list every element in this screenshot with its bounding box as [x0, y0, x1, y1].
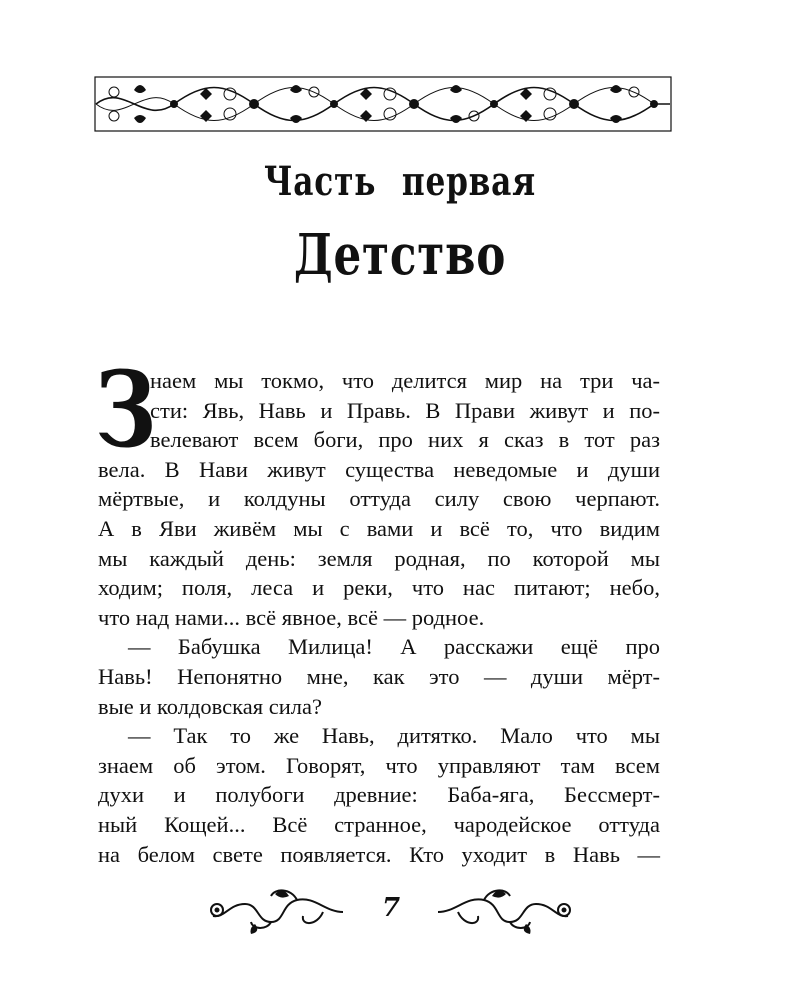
text-line: сти: Явь, Навь и Правь. В Прави живут и по- [150, 397, 660, 423]
header-ornament [94, 76, 672, 132]
text-line: на белом свете появляется. Кто уходит в Навь — [98, 841, 660, 867]
text-line: духи и полубоги древние: Баба-яга, Бессмерт- [98, 782, 660, 808]
text-line: мёртвые, и колдуны оттуда силу свою черпают. [98, 486, 660, 512]
text-line: ходим; поля, леса и реки, что нас питают; небо, [98, 575, 660, 601]
text-line: велевают всем боги, про них я сказ в тот раз [150, 427, 660, 453]
text-line: Навь! Непонятно мне, как это — души мёрт- [98, 663, 660, 689]
text-line: вые и колдовская сила? [98, 693, 322, 719]
part-title: Часть первая [264, 158, 536, 205]
footer-ornament-right [436, 882, 576, 934]
text-line: — Бабушка Милица! А расскажи ещё про [128, 634, 660, 660]
text-line: знаем об этом. Говорят, что управляют там всем [98, 752, 660, 778]
page-number: 7 [381, 893, 401, 923]
body-text [98, 366, 660, 869]
drop-cap: З [95, 348, 157, 471]
text-line: мы каждый день: земля родная, по которой мы [98, 545, 660, 571]
text-line: — Так то же Навь, дитятко. Мало что мы [128, 723, 660, 749]
text-line: что над нами... всё явное, всё — родное. [98, 604, 485, 630]
text-line: А в Яви живём мы с вами и всё то, что видим [98, 515, 660, 541]
footer-ornament-left [205, 882, 345, 934]
text-line: вела. В Нави живут существа неведомые и души [98, 456, 660, 482]
chapter-title: Детство [293, 222, 507, 288]
text-line: ный Кощей... Всё странное, чародейское оттуда [98, 811, 660, 837]
text-line: наем мы токмо, что делится мир на три ча- [150, 368, 660, 393]
